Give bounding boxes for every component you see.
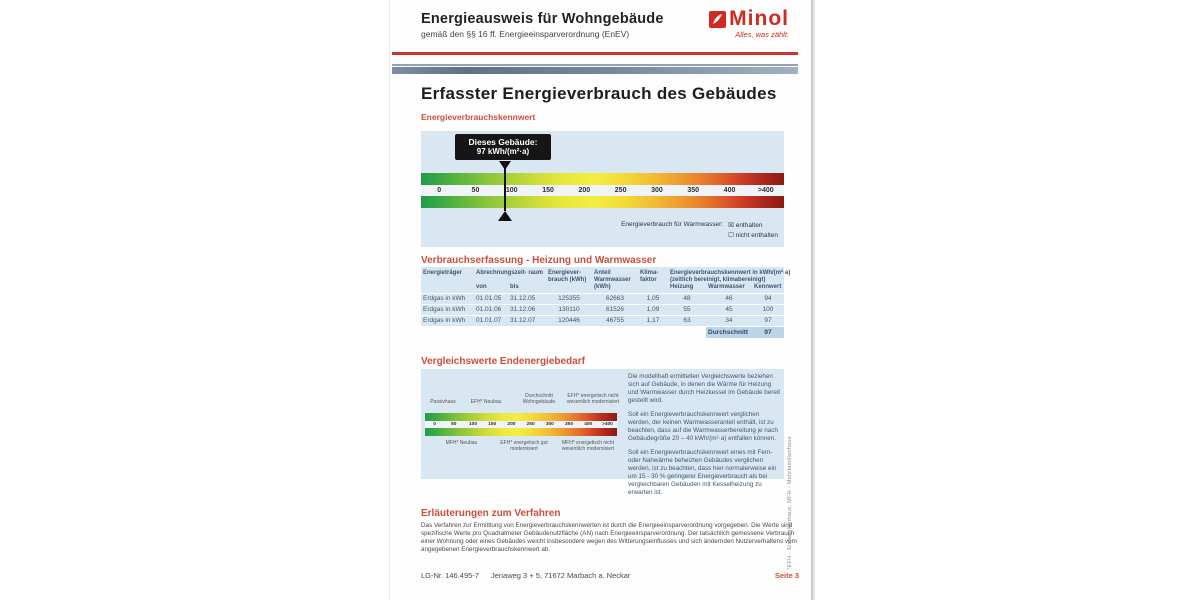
checkbox-nicht-enthalten — [728, 231, 778, 239]
table-row — [421, 294, 784, 304]
cell-bis: 31.12.05 — [510, 295, 536, 302]
tick-label: 0 — [437, 187, 442, 194]
tick-label: 200 — [507, 422, 516, 427]
gauge-gradient-bar-top — [421, 173, 784, 185]
col-energieverbrauch: Energiever- brauch (kWh) — [548, 270, 587, 283]
warmwasser-note — [621, 221, 778, 239]
average-label: Durchschnitt — [706, 327, 752, 338]
col-kennwert-group-line2: (zeitlich bereinigt, klimabereinigt) — [670, 277, 766, 283]
checked-checkbox-icon: ☒ — [728, 222, 734, 229]
cell-anteil-warmwasser: 61526 — [605, 306, 625, 313]
red-divider — [392, 52, 798, 55]
col-anteil-warmwasser: Anteil Warmwasser (kWh) — [594, 270, 631, 290]
cell-energieverbrauch: 125355 — [558, 295, 580, 302]
vertical-footnote: *EFH - Einfamilienhaus, MFH - Mehrfamilienhaus — [787, 436, 793, 570]
scale-bottom-label: EFH* energetisch gut modernisiert — [500, 440, 548, 452]
comparison-paragraph: Soll ein Energieverbrauchskennwert verglichen werden, der keinen Warmwasseranteil enthält, ist zu beachten, dass auf die Warmwasserbereitung je nach Gebäudegröße 20 – 40 kWh/(m²·a) entfallen können. — [628, 411, 778, 442]
brand-wordmark: Minol — [729, 7, 789, 30]
cell-kennwert: 100 — [762, 306, 774, 313]
cell-energietraeger: Erdgas in kWh — [423, 317, 466, 324]
cell-energietraeger: Erdgas in kWh — [423, 295, 466, 302]
marker-arrow-up-icon — [498, 211, 512, 221]
section-heading-vergleichswerte: Vergleichswerte Endenergiebedarf — [421, 356, 585, 367]
cell-klimafaktor: 1,09 — [646, 306, 660, 313]
col-von: von — [476, 284, 487, 290]
checkbox-enthalten — [728, 221, 778, 229]
comparison-tick-labels — [425, 421, 617, 428]
col-warmwasser: Warmwasser — [708, 284, 745, 290]
gauge-tick-labels — [421, 185, 784, 196]
cell-warmwasser: 45 — [725, 306, 733, 313]
tick-label: 400 — [723, 187, 736, 194]
gauge-tooltip — [455, 134, 551, 160]
tooltip-title: Dieses Gebäude: — [468, 137, 538, 147]
cell-bis: 31.12.06 — [510, 306, 536, 313]
cell-heizung: 55 — [683, 306, 691, 313]
warmwasser-label: Energieverbrauch für Warmwasser: — [621, 221, 724, 228]
comparison-panel — [421, 369, 784, 496]
tick-label: 300 — [545, 422, 554, 427]
col-energietraeger: Energieträger — [423, 270, 463, 276]
scale-top-label: Durchschnitt Wohngebäude — [522, 393, 556, 405]
tick-label: 350 — [565, 422, 574, 427]
tick-label: 300 — [651, 187, 663, 194]
tick-label: 50 — [471, 187, 480, 194]
table-row — [421, 316, 784, 326]
cell-anteil-warmwasser: 62663 — [605, 295, 625, 302]
tick-label: 100 — [469, 422, 478, 427]
cell-energietraeger: Erdgas in kWh — [423, 306, 466, 313]
unchecked-checkbox-icon: ☐ — [728, 232, 734, 239]
tick-label: 50 — [451, 422, 457, 427]
cell-heizung: 63 — [683, 317, 691, 324]
cell-bis: 31.12.07 — [510, 317, 536, 324]
document-page — [389, 0, 813, 600]
scale-bottom-label: MFH* Neubau — [445, 440, 478, 446]
gradient-divider — [392, 67, 798, 74]
col-kennwert: Kennwert — [754, 284, 782, 290]
cell-kennwert: 97 — [764, 317, 772, 324]
cell-von: 01.01.07 — [476, 317, 502, 324]
section-heading-erlaeuterungen: Erläuterungen zum Verfahren — [421, 508, 561, 519]
erlaeuterungen-body: Das Verfahren zur Ermittlung von Energieverbrauchskennwerten ist durch die Energieeinsparverordnung vorgegeben. Die Werte sind spezifische Werte pro Quadratmeter Gebäudenutzfläche (AN) nach Energieeinsparverordnung. Der tatsächlich gemessene Verbrauch einer Wohnung oder eines Gebäudes weicht insbesondere wegen des Witterungseinflusses und sich ändernden Nutzerverhaltens vom angegebenen Energieverbrauchskennwert ab. — [421, 522, 797, 553]
consumption-table — [421, 267, 791, 338]
checkbox-label: enthalten — [735, 222, 763, 229]
cell-warmwasser: 34 — [725, 317, 733, 324]
col-kennwert-group — [668, 270, 791, 284]
page-number: Seite 3 — [774, 571, 799, 580]
col-kennwert-group-line1: Energieverbrauchskennwert in kWh/(m²·a) — [670, 270, 791, 276]
tick-label: >400 — [757, 187, 774, 194]
tick-label: 250 — [614, 187, 627, 194]
col-abrechnungszeitraum: Abrechnungszeit- raum — [476, 270, 544, 276]
cell-anteil-warmwasser: 46755 — [605, 317, 625, 324]
comparison-scale — [421, 369, 623, 479]
cell-von: 01.01.05 — [476, 295, 502, 302]
cell-kennwert: 94 — [764, 295, 772, 302]
scale-top-label: Passivhaus — [430, 399, 456, 405]
scale-top-label: EFH* energetisch nicht wesentlich modernisiert — [566, 393, 620, 405]
page-subtitle: gemäß den §§ 16 ff. Energieeinsparverordnung (EnEV) — [421, 29, 630, 39]
lg-number: LG-Nr. 146.495-7 — [421, 571, 479, 580]
comparison-text — [628, 373, 780, 503]
tooltip-value: 97 kWh/(m²·a) — [476, 147, 530, 156]
tick-label: 200 — [578, 187, 591, 194]
table-average-row — [421, 327, 784, 338]
section-heading-verbrauch: Erfasster Energieverbrauch des Gebäudes — [421, 84, 777, 103]
thin-divider — [392, 64, 798, 66]
tick-label: >400 — [602, 422, 613, 427]
section-heading-verbrauchserfassung: Verbrauchserfassung - Heizung und Warmwasser — [421, 255, 657, 266]
page-footer — [421, 571, 799, 580]
energy-gauge-panel — [421, 131, 784, 247]
comparison-gradient-bar-top — [425, 413, 617, 421]
gauge-marker-line — [504, 163, 506, 211]
table-row — [421, 305, 784, 315]
tick-label: 250 — [526, 422, 535, 427]
brand-logo — [671, 9, 789, 39]
comparison-gradient-bar-bottom — [425, 428, 617, 436]
tick-label: 0 — [433, 422, 436, 427]
col-heizung: Heizung — [670, 284, 694, 290]
cell-energieverbrauch: 130110 — [558, 306, 580, 313]
tick-label: 100 — [505, 187, 518, 194]
comparison-paragraph: Die modellhaft ermittelten Vergleichswerte beziehen sich auf Gebäude, in denen die Wärme für Heizung und Warmwasser durch Heizkessel im Gebäude bereit gestellt wird. — [628, 373, 781, 404]
tick-label: 150 — [542, 187, 554, 194]
cell-von: 01.01.06 — [476, 306, 502, 313]
cell-heizung: 48 — [683, 295, 691, 302]
table-header — [421, 267, 791, 293]
cell-klimafaktor: 1,05 — [646, 295, 660, 302]
subheading-kennwert: Energieverbrauchskennwert — [421, 112, 536, 122]
col-bis: bis — [510, 284, 519, 290]
scale-bottom-label: MFH* energetisch nicht wesentlich modernisiert — [561, 440, 615, 452]
tick-label: 350 — [687, 187, 700, 194]
tick-label: 150 — [488, 422, 497, 427]
tick-label: 400 — [584, 422, 593, 427]
brand-tagline: Alles, was zählt. — [735, 30, 789, 39]
cell-warmwasser: 46 — [725, 295, 733, 302]
cell-klimafaktor: 1,17 — [646, 317, 660, 324]
scale-top-label: EFH* Neubau — [470, 399, 502, 405]
page-title: Energieausweis für Wohngebäude — [421, 11, 664, 27]
gauge-gradient-bar-bottom — [421, 196, 784, 208]
minol-leaf-icon — [709, 11, 726, 28]
checkbox-label: nicht enthalten — [735, 232, 778, 239]
address: Jenaweg 3 + 5, 71672 Marbach a. Neckar — [490, 571, 631, 580]
cell-energieverbrauch: 120446 — [558, 317, 580, 324]
comparison-paragraph: Soll ein Energieverbrauchskennwert eines mit Fern- oder Nahwärme beheizten Gebäudes verglichen werden, ist zu beachten, dass hier normalerweise ein um 15 - 30 % geringerer Energieverbrauch als bei vergleichbaren Gebäuden mit Kesselheizung zu erwarten ist. — [628, 449, 777, 496]
average-value: 97 — [752, 327, 784, 338]
col-klimafaktor: Klima- faktor — [640, 270, 659, 283]
